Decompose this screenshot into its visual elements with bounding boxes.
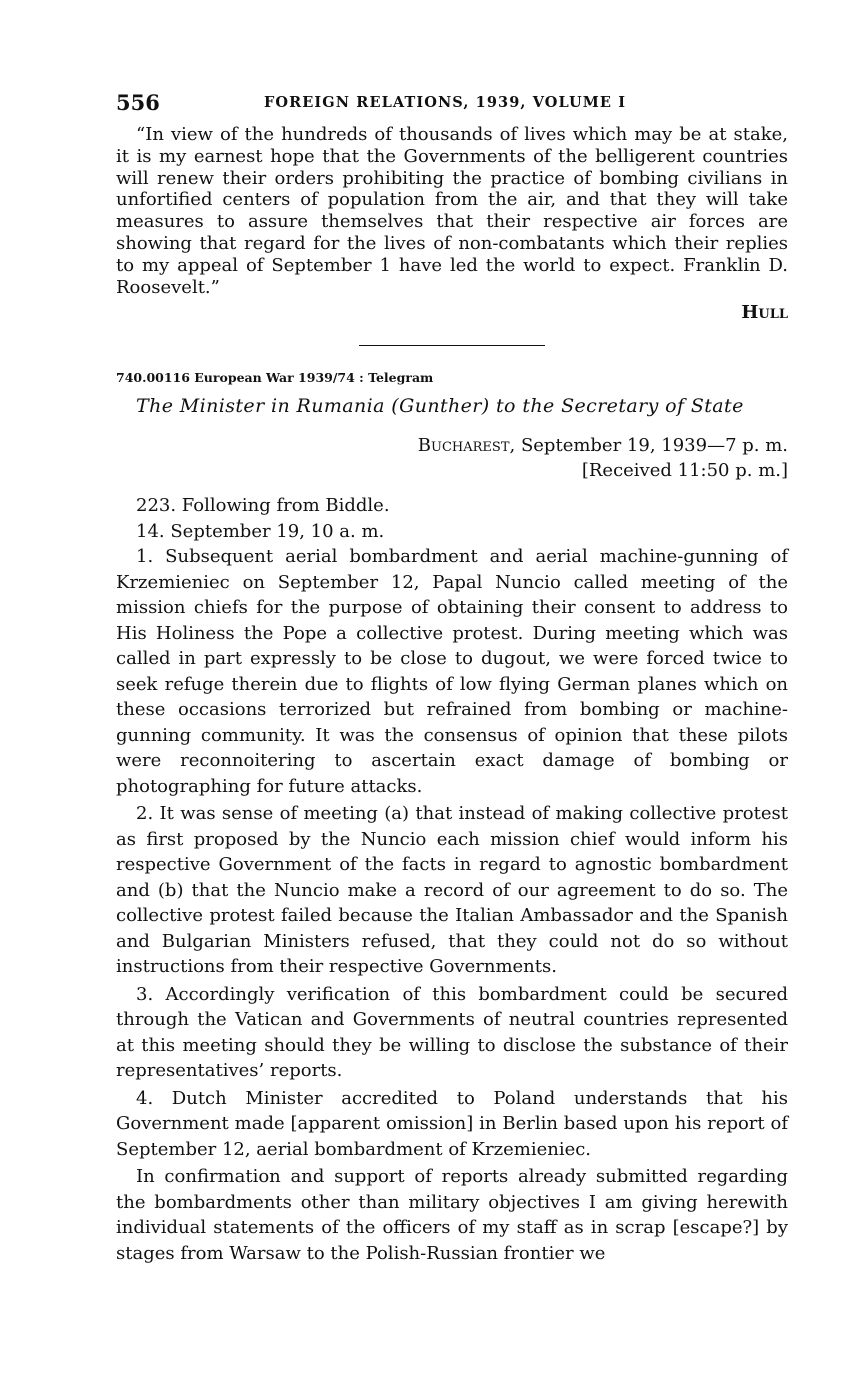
running-head-title: FOREIGN RELATIONS, 1939, VOLUME I (264, 94, 627, 111)
paragraph: In confirmation and support of reports already submitted regarding the bombardments other than military objectives I am giving herewith individual statements of the officers of my staff as in scrap [escape?] by stages from Warsaw to the Polish-Russian frontier we (116, 1166, 788, 1264)
page-number: 556 (116, 90, 160, 115)
running-head (116, 84, 788, 124)
paragraph: 14. September 19, 10 a. m. (136, 520, 385, 542)
paragraph: 223. Following from Biddle. (136, 495, 390, 517)
place-date (116, 433, 788, 458)
paragraph: 3. Accordingly verification of this bombardment could be secured through the Vatican and Governments of neutral countries represented at this meeting should they be willing to disclose the substance of their representatives’ reports. (116, 983, 788, 1082)
received-note: [Received 11:50 p. m.] (581, 460, 788, 482)
place: Bucharest, (417, 435, 516, 457)
paragraph: 4. Dutch Minister accredited to Poland understands that his Government made [apparent omission] in Berlin based upon his report of September 12, aerial bombardment of Krzemieniec. (116, 1087, 788, 1160)
section-divider (359, 345, 545, 346)
date-time: September 19, 1939—7 p. m. (520, 435, 788, 457)
document-title: The Minister in Rumania (Gunther) to the Secretary of State (136, 395, 744, 418)
roosevelt-quote: “In view of the hundreds of thousands of lives which may be at stake, it is my earnest hope that the Governments of the belligerent countries will renew their orders prohibiting the practice of bombing civilians in unfortified centers of population from the air, and that they will take measures to assure themselves that their respective air forces are showing that regard for the lives of non-combatants which their replies to my appeal of September 1 have led the world to expect. Franklin D. Roosevelt.” (116, 124, 788, 298)
paragraph: 1. Subsequent aerial bombardment and aerial machine-gunning of Krzemieniec on September 12, Papal Nuncio called meeting of the mission chiefs for the purpose of obtaining their consent to address to His Holiness the Pope a collective protest. During meeting which was called in part expressly to be close to dugout, we were forced twice to seek refuge therein due to flights of low flying German planes which on these occasions terrorized but refrained from bombing or machine-gunning community. It was the consensus of opinion that these pilots were reconnoitering to ascertain exact damage of bombing or photographing for future attacks. (116, 546, 788, 797)
document-page (116, 84, 788, 1266)
file-reference: 740.00116 European War 1939/74 : Telegram (116, 370, 434, 386)
dateline (116, 433, 788, 483)
paragraph: 2. It was sense of meeting (a) that instead of making collective protest as first proposed by the Nuncio each mission chief would inform his respective Government of the facts in regard to agnostic bombardment and (b) that the Nuncio make a record of our agreement to do so. The collective protest failed because the Italian Ambassador and the Spanish and Bulgarian Ministers refused, that they could not do so without instructions from their respective Governments. (116, 803, 788, 978)
signature: Hull (741, 302, 788, 324)
